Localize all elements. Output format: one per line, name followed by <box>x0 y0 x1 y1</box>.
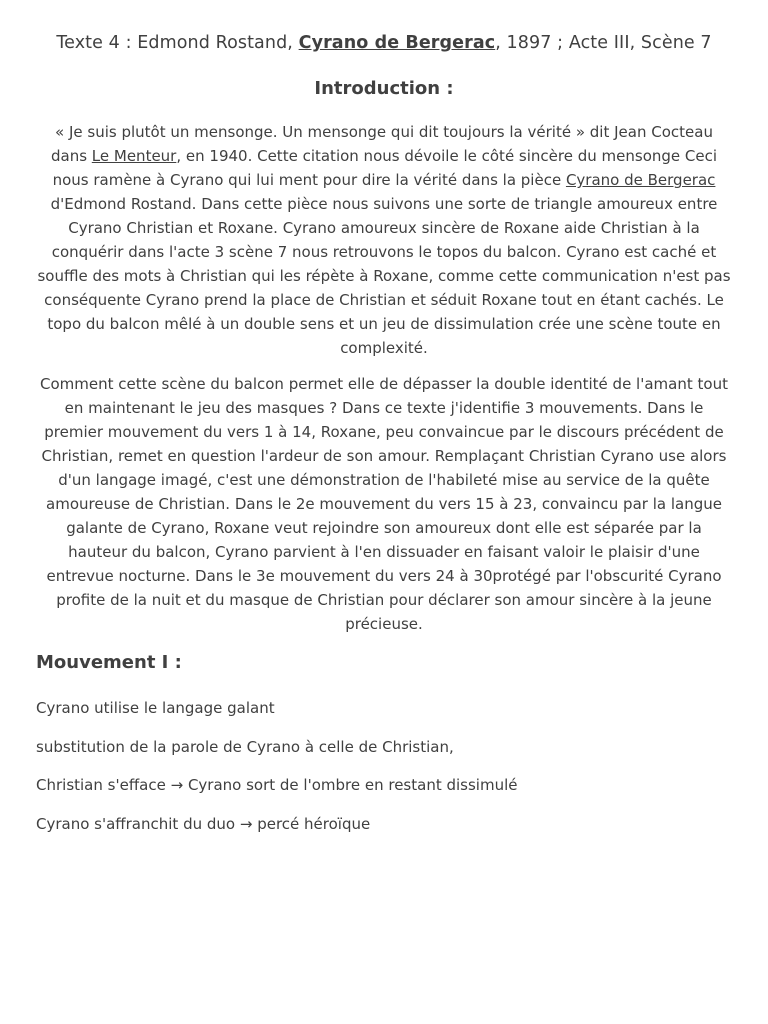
note-text: Cyrano sort de l'ombre en restant dissimulé <box>183 776 518 794</box>
note-text: percé héroïque <box>252 814 371 833</box>
note-text: Christian s'efface <box>36 776 171 794</box>
note-text: Cyrano s'affranchit du duo <box>36 814 240 833</box>
introduction-paragraph-2: Comment cette scène du balcon permet elle de dépasser la double identité de l'amant tout en maintenant le jeu des masques ? Dans ce texte j'identifie 3 mouvements. Dans le premier mouvement du vers 1 à 14, Roxane, peu convaincue par le discours précédent de Christian, remet en question l'ardeur de son amour. Remplaçant Christian Cyrano use alors d'un langage imagé, c'est une démonstration de l'habileté mise au service de la quête amoureuse de Christian. Dans le 2e mouvement du vers 15 à 23, convaincu par la langue galante de Cyrano, Roxane veut rejoindre son amoureux dont elle est séparée par la hauteur du balcon, Cyrano parvient à l'en dissuader en faisant valoir le plaisir d'une entrevue nocturne. Dans le 3e mouvement du vers 24 à 30protégé par l'obscurité Cyrano profite de la nuit et du masque de Christian pour déclarer son amour sincère à la jeune précieuse. <box>40 375 728 633</box>
right-arrow-icon: → <box>239 814 253 833</box>
intro-p1-text-c: d'Edmond Rostand. Dans cette pièce nous suivons une sorte de triangle amoureux entre Cyrano Christian et Roxane. Cyrano amoureux sincère de Roxane aide Christian à la conquérir dans l'acte 3 scène 7 nous retrouvons le topos du balcon. Cyrano est caché et souffle des mots à Christian qui les répète à Roxane, comme cette communication n'est pas conséquente Cyrano prend la place de Christian et séduit Roxane tout en étant cachés. Le topo du balcon mêlé à un double sens et un jeu de dissimulation crée une scène toute en complexité. <box>37 195 731 357</box>
document-title <box>0 33 768 53</box>
note-line: Cyrano utilise le langage galant <box>36 699 275 717</box>
intro-p1-text-b: , en 1940. Cette citation nous dévoile le côté sincère du mensonge Ceci nous ramène à Cyrano qui lui ment pour dire la vérité dans la pièce <box>52 147 718 189</box>
note-line <box>36 814 732 834</box>
introduction-heading: Introduction : <box>314 78 454 99</box>
work-title-le-menteur: Le Menteur <box>91 147 177 165</box>
mouvement-heading: Mouvement I : <box>36 652 182 673</box>
introduction-body <box>36 120 732 636</box>
note-line <box>36 775 732 795</box>
title-work: Cyrano de Bergerac <box>298 33 496 53</box>
title-prefix: Texte 4 : Edmond Rostand, <box>56 33 299 53</box>
right-arrow-icon: → <box>170 776 184 794</box>
work-title-cyrano: Cyrano de Bergerac <box>565 171 716 189</box>
note-line: substitution de la parole de Cyrano à celle de Christian, <box>36 737 454 756</box>
introduction-paragraph-1 <box>36 120 732 360</box>
mouvement-notes <box>36 698 732 852</box>
intro-p1-text-a: « Je suis plutôt un mensonge. Un mensonge qui dit toujours la vérité » dit Jean Cocteau dans <box>50 123 713 165</box>
title-suffix: , 1897 ; Acte III, Scène 7 <box>495 33 712 53</box>
